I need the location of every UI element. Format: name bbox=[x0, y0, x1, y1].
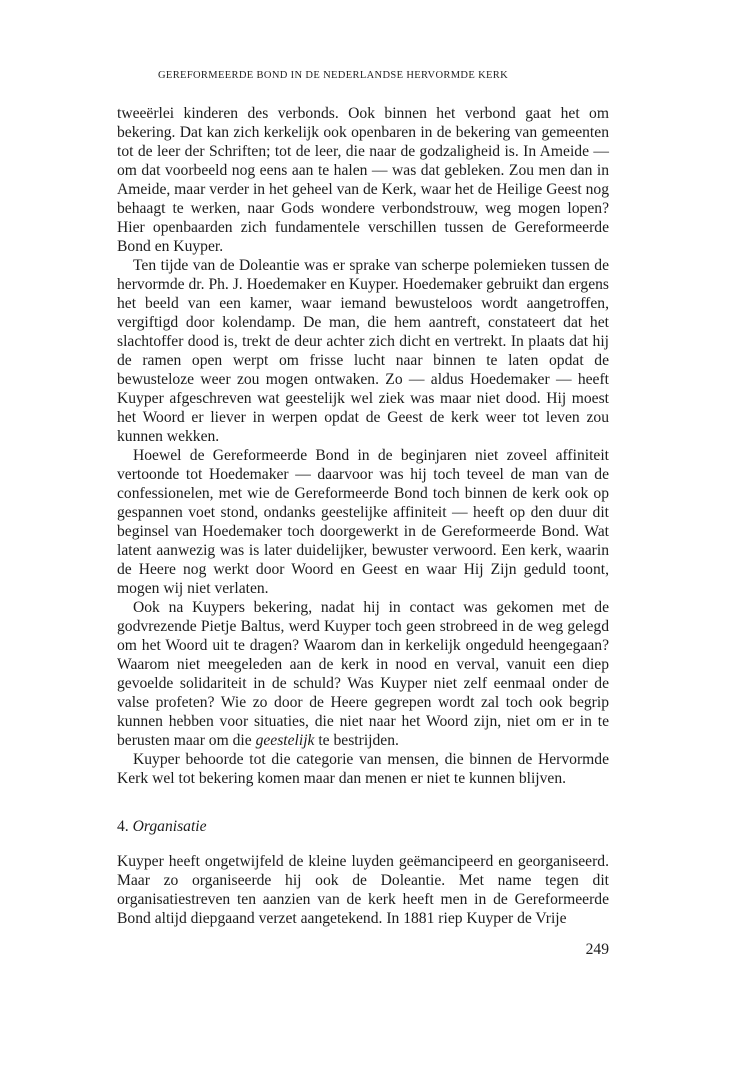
running-head: GEREFORMEERDE BOND IN DE NEDERLANDSE HERVORMDE KERK bbox=[158, 70, 509, 81]
section-paragraph: Kuyper heeft ongetwijfeld de kleine luyden geëmancipeerd en georganiseerd. Maar zo organiseerde hij ook de Doleantie. Met name tegen dit organisatiestreven ten aanzien van de kerk heeft men in de Gereformeerde Bond altijd diepgaand verzet aangetekend. In 1881 riep Kuyper de Vrije bbox=[117, 853, 609, 927]
paragraph-5-text: Kuyper behoorde tot die categorie van mensen, die binnen de Hervormde Kerk wel tot bekering komen maar dan menen er niet te kunnen blijven. bbox=[117, 751, 609, 787]
paragraph-5 bbox=[117, 750, 609, 788]
paragraph-2 bbox=[117, 256, 609, 446]
paragraph-4-text: Ook na Kuypers bekering, nadat hij in contact was gekomen met de godvrezende Pietje Baltus, werd Kuyper toch geen strobreed in de weg gelegd om het Woord uit te dragen? Waarom dan in kerkelijk ongeduld heengegaan? Waarom niet meegeleden aan de kerk in nood en verval, vanuit een diep gevoelde solidariteit in de schuld? Was Kuyper niet zelf eenmaal onder de valse profeten? Wie zo door de Heere gegrepen wordt zal toch ook begrip kunnen hebben voor situaties, die niet naar het Woord zijn, niet om er in te berusten maar om die bbox=[117, 599, 609, 749]
paragraph-4-emphasis: geestelijk bbox=[255, 732, 315, 749]
section-heading bbox=[117, 817, 207, 836]
page-number: 249 bbox=[585, 941, 609, 958]
body-text bbox=[117, 104, 609, 788]
paragraph-2-text: Ten tijde van de Doleantie was er sprake van scherpe polemieken tussen de hervormde dr. Ph. J. Hoedemaker en Kuyper. Hoedemaker gebruikt dan ergens het beeld van een kamer, waar iemand bewusteloos wordt aangetroffen, vergiftigd door kolendamp. De man, die hem aantreft, constateert dat het slachtoffer dood is, trekt de deur achter zich dicht en vertrekt. In plaats dat hij de ramen open werpt om frisse lucht naar binnen te laten opdat de bewusteloze weer zou mogen ontwaken. Zo — aldus Hoedemaker — heeft Kuyper afgeschreven wat geestelijk wel ziek was maar niet dood. Hij moest het Woord er liever in werpen opdat de Geest de kerk weer tot leven zou kunnen wekken. bbox=[117, 257, 609, 445]
section-body bbox=[117, 852, 609, 928]
section-title: Organisatie bbox=[132, 818, 207, 835]
paragraph-4-text-end: te bestrijden. bbox=[314, 732, 399, 749]
section-number: 4. bbox=[117, 818, 129, 835]
paragraph-4 bbox=[117, 598, 609, 750]
paragraph-3 bbox=[117, 446, 609, 598]
paragraph-3-text: Hoewel de Gereformeerde Bond in de beginjaren niet zoveel affiniteit vertoonde tot Hoedemaker — daarvoor was hij toch teveel de man van de confessionelen, met wie de Gereformeerde Bond toch binnen de kerk ook op gespannen voet stond, ondanks geestelijke affiniteit — heeft op den duur dit beginsel van Hoedemaker toch doorgewerkt in de Gereformeerde Bond. Wat latent aanwezig was is later duidelijker, bewuster verwoord. Een kerk, waarin de Heere nog werkt door Woord en Geest en waar Hij Zijn geduld toont, mogen wij niet verlaten. bbox=[117, 447, 609, 597]
paragraph-1 bbox=[117, 104, 609, 256]
paragraph-1-text: tweeërlei kinderen des verbonds. Ook binnen het verbond gaat het om bekering. Dat kan zich kerkelijk ook openbaren in de bekering van gemeenten tot de leer der Schriften; tot de leer, die naar de godzaligheid is. In Ameide — om dat voorbeeld nog eens aan te halen — was dat gebleken. Zou men dan in Ameide, maar verder in het geheel van de Kerk, waar het de Heilige Geest nog behaagt te werken, naar Gods wondere verbondstrouw, weg mogen lopen? Hier openbaarden zich fundamentele verschillen tussen de Gereformeerde Bond en Kuyper. bbox=[117, 105, 609, 255]
